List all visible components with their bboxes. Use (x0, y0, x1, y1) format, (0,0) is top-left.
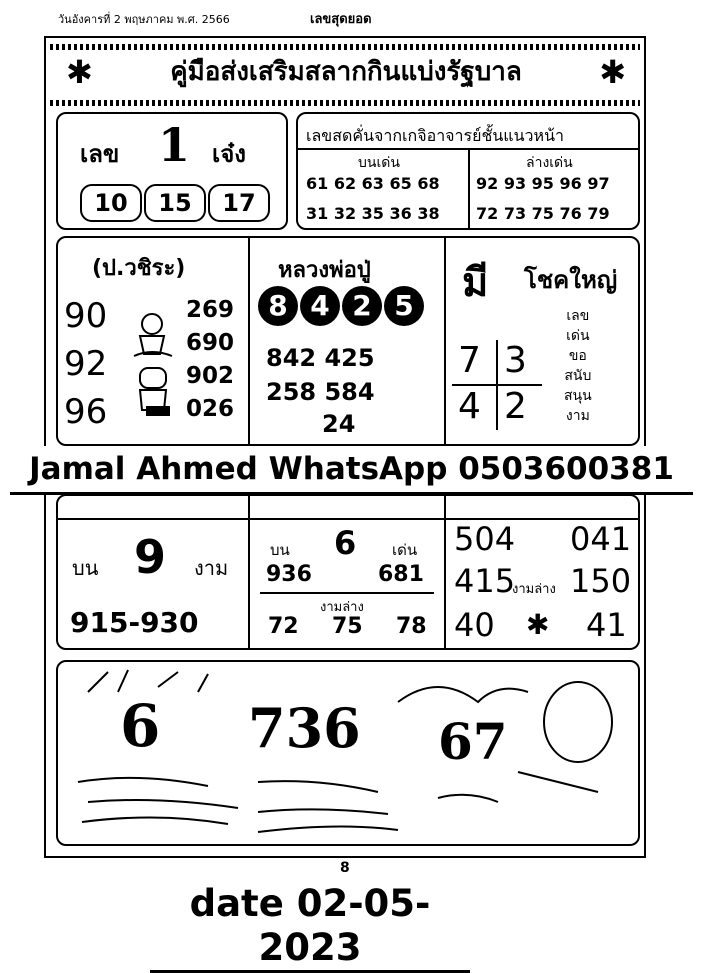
bon9-left: บน (72, 556, 99, 580)
date-caption: date 02-05-2023 (150, 882, 470, 973)
circle-digit: 8 (258, 286, 298, 326)
mee-word: เด่น (566, 328, 590, 344)
mee-word: งาม (565, 408, 590, 424)
luang-row3: 24 (322, 410, 356, 438)
six-left: บน (270, 541, 290, 559)
six-row1-b: 681 (378, 562, 424, 587)
dotted-border-bottom (50, 100, 640, 106)
art-number-3: 67 (438, 712, 508, 771)
right-r3b: 41 (586, 606, 627, 644)
bon9-right: งาม (194, 556, 229, 580)
luang-row1: 842 425 (266, 344, 375, 372)
wachira-right-col (186, 294, 234, 426)
luang-row2: 258 584 (266, 378, 375, 406)
grid-digit: 2 (504, 386, 527, 427)
cartoon-figures-icon (126, 310, 180, 420)
wachira-right-number: 902 (186, 363, 235, 389)
pill-number: 15 (144, 184, 206, 222)
six-divider (260, 592, 434, 594)
circle-digit: 4 (300, 286, 340, 326)
right-r1a: 504 (454, 520, 516, 558)
box-leng (56, 112, 288, 230)
star-icon: ✱ (599, 53, 626, 91)
row2-divider2 (444, 236, 446, 446)
mee-word: สนับ (564, 368, 592, 384)
mee-word: เลข (566, 308, 590, 324)
mee-word: สนุน (564, 388, 592, 404)
right-r2a: 415 (454, 562, 516, 600)
header-date-text: วันอังคารที่ 2 พฤษภาคม พ.ศ. 2566 (58, 13, 230, 26)
art-box (56, 660, 640, 846)
wachira-right-number: 690 (186, 330, 235, 356)
mee-heading: มี (462, 259, 489, 306)
wachira-left-col (64, 292, 107, 436)
fresh-heading: เลขสดคั่นจากเกจิอาจารย์ชั้นแนวหน้า (306, 126, 565, 145)
header-center-text: เลขสุดยอด (310, 12, 372, 27)
pill-number: 10 (80, 184, 142, 222)
page-title (56, 50, 636, 94)
title-text: คู่มือส่งเสริมสลากกินแบ่งรัฐบาล (170, 57, 522, 87)
art-number-2: 736 (248, 696, 361, 760)
pill-number: 17 (208, 184, 270, 222)
mee-heading2: โชคใหญ่ (524, 265, 618, 294)
right-r2b: 150 (570, 562, 632, 600)
six-row2-number: 78 (396, 614, 427, 639)
star-icon: ✱ (66, 53, 93, 91)
six-digit: 6 (334, 524, 357, 562)
mee-grid (452, 340, 542, 430)
wachira-left-number: 92 (64, 344, 108, 384)
circle-digit: 2 (342, 286, 382, 326)
art-number-1: 6 (120, 692, 161, 760)
box-fresh (296, 112, 640, 230)
fresh-vdivider (468, 148, 470, 228)
whatsapp-banner: Jamal Ahmed WhatsApp 0503600381 (10, 446, 693, 495)
fresh-top-label: บนเด่น (358, 155, 400, 171)
luang-heading: หลวงพ่อปู่ (278, 258, 371, 283)
fresh-bottom-row1: 92 93 95 96 97 (476, 174, 610, 193)
fresh-top-row2: 31 32 35 36 38 (306, 204, 440, 223)
mee-words (564, 306, 592, 426)
leng-word2: เจ๋ง (212, 140, 246, 168)
wachira-left-number: 96 (64, 392, 108, 432)
circle-digit: 5 (384, 286, 424, 326)
mee-word: ขอ (568, 348, 587, 364)
right-r1b: 041 (570, 520, 632, 558)
six-right: เด่น (392, 541, 418, 559)
luang-circles (258, 286, 426, 326)
wachira-left-number: 90 (64, 296, 108, 336)
leng-pills (80, 184, 272, 222)
bon9-digit: 9 (134, 530, 167, 584)
right-r2mid: งามล่าง (512, 582, 556, 597)
six-sub: งามล่าง (320, 600, 364, 615)
six-row2-number: 75 (332, 614, 363, 639)
grid-digit: 4 (458, 386, 481, 427)
grid-digit: 7 (458, 340, 481, 381)
leng-digit: 1 (158, 118, 191, 172)
star-icon: ✱ (526, 608, 550, 641)
fresh-bottom-row2: 72 73 75 76 79 (476, 204, 610, 223)
bon9-range: 915-930 (70, 606, 199, 639)
right-r3a: 40 (454, 606, 495, 644)
wachira-right-number: 026 (186, 396, 235, 422)
fresh-top-row1: 61 62 63 65 68 (306, 174, 440, 193)
grid-digit: 3 (504, 340, 527, 381)
six-row1-a: 936 (266, 562, 312, 587)
fresh-bottom-label: ล่างเด่น (526, 155, 573, 171)
page-number: 8 (340, 860, 350, 876)
row2-divider1 (248, 236, 250, 446)
six-row2-number: 72 (268, 614, 299, 639)
leng-word: เลข (80, 140, 120, 168)
row3-top-strip (56, 518, 640, 520)
wachira-right-number: 269 (186, 297, 235, 323)
wachira-heading: (ป.วชิระ) (92, 256, 186, 281)
